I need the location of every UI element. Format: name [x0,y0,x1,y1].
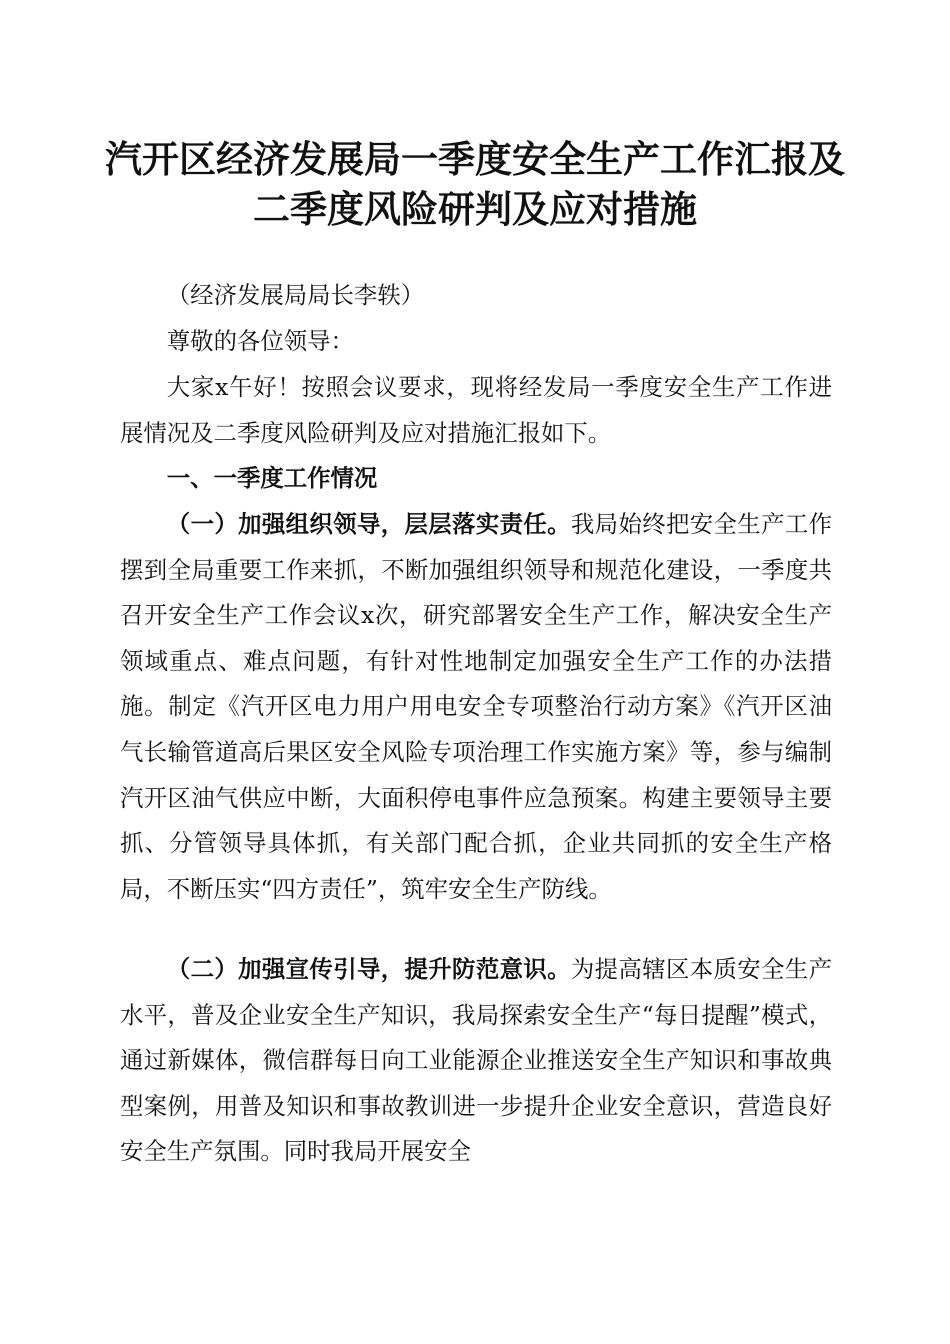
subsection-2-paragraph [120,947,832,1175]
subsection-1-body: 我局始终把安全生产工作摆到全局重要工作来抓，不断加强组织领导和规范化建设，一季度共召开安全生产工作会议x次，研究部署安全生产工作，解决安全生产领域重点、难点问题，有针对性地制定加强安全生产工作的办法措施。制定《汽开区电力用户用电安全专项整治行动方案》《汽开区油气长输管道高后果区安全风险专项治理工作实施方案》等，参与编制汽开区油气供应中断，大面积停电事件应急预案。构建主要领导主要抓、分管领导具体抓，有关部门配合抓，企业共同抓的安全生产格局，不断压实“四方责任”，筑牢安全生产防线。 [120,510,833,903]
document-title-line-1: 汽开区经济发展局一季度安全生产工作汇报及 [105,137,845,181]
section-1-heading: 一、一季度工作情况 [166,464,378,492]
subsection-1-paragraph [120,502,832,912]
intro-paragraph: 大家x午好！按照会议要求，现将经发局一季度安全生产工作进展情况及二季度风险研判及应对措施汇报如下。 [120,373,832,447]
author-line: （经济发展局局长李轶） [166,281,425,309]
document-title-line-2: 二季度风险研判及应对措施 [253,187,697,231]
subsection-1-lead: （一）加强组织领导，层层落实责任。 [166,510,571,538]
subsection-2-body: 为提高辖区本质安全生产水平，普及企业安全生产知识，我局探索安全生产“每日提醒”模式，通过新媒体，微信群每日向工业能源企业推送安全生产知识和事故典型案例，用普及知识和事故教训进一步提升企业安全意识，营造良好安全生产氛围。同时我局开展安全 [120,955,833,1166]
greeting: 尊敬的各位领导： [166,327,354,355]
subsection-2-lead: （二）加强宣传引导，提升防范意识。 [166,955,571,983]
